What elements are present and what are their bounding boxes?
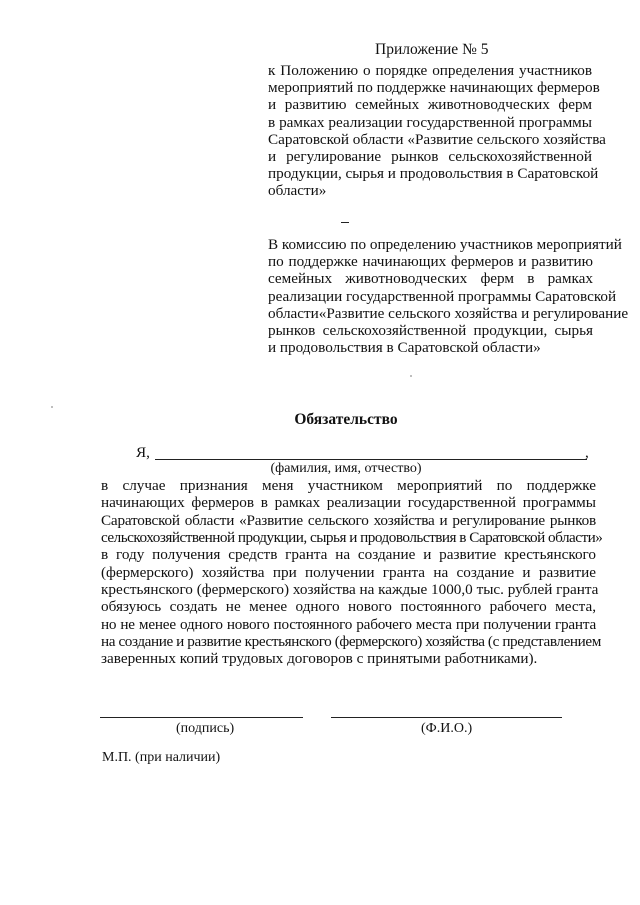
addressee-line: семейных животноводческих ферм в рамках (268, 270, 593, 288)
scan-speck (410, 375, 412, 377)
appendix-line: продукции, сырья и продовольствия в Саратовской (268, 165, 599, 183)
obligation-text (101, 477, 603, 668)
addressee-line: области«Развитие сельского хозяйства и регулирование (268, 304, 629, 322)
addressee-line: В комиссию по определению участников мероприятий (268, 236, 622, 253)
body-line: в случае признания меня участником мероприятий по поддержке (101, 477, 596, 494)
name-underline (155, 459, 587, 460)
body-line: Саратовской области «Развитие сельского хозяйства и регулирование рынков (101, 511, 596, 529)
body-line: обязуюсь создать не менее одного нового постоянного рабочего места, (101, 598, 596, 616)
body-line: (фермерского) хозяйства при получении гранта на создание и развитие (101, 563, 596, 581)
addressee-line: реализации государственной программы Саратовской (268, 287, 617, 305)
appendix-title: Приложение № 5 (375, 41, 489, 58)
signature-line (100, 717, 303, 718)
fullname-line (331, 717, 562, 718)
appendix-line: и регулирование рынков сельскохозяйственной (268, 148, 592, 166)
stamp-label: М.П. (при наличии) (102, 750, 221, 765)
body-line: сельскохозяйственной продукции, сырья и продовольствия в Саратовской области» (101, 529, 603, 547)
document-heading: Обязательство (294, 411, 398, 428)
appendix-line: Саратовской области «Развитие сельского хозяйства (268, 130, 606, 148)
appendix-line: области» (268, 182, 327, 200)
signature-caption: (подпись) (176, 721, 235, 736)
name-suffix: , (585, 444, 589, 461)
addressee-line: рынков сельскохозяйственной продукции, сырья (268, 322, 593, 340)
body-line: заверенных копий трудовых договоров с принятыми работниками). (101, 650, 538, 668)
name-caption: (фамилия, имя, отчество) (270, 461, 422, 476)
body-line: крестьянского (фермерского) хозяйства на каждые 1000,0 тыс. рублей гранта (101, 581, 599, 599)
appendix-line: к Положению о порядке определения участников (268, 62, 592, 79)
name-prefix: Я, (136, 444, 150, 461)
addressee-line: по поддержке начинающих фермеров и развитию (268, 253, 593, 271)
scan-speck (51, 406, 53, 408)
body-line: на создание и развитие крестьянского (фермерского) хозяйства (с представлением (101, 633, 601, 651)
body-line: начинающих фермеров в рамках реализации государственной программы (101, 494, 596, 512)
separator-mark (341, 222, 349, 223)
body-line: в году получения средств гранта на создание и развитие крестьянского (101, 546, 596, 564)
addressee-line: и продовольствия в Саратовской области» (268, 339, 541, 357)
body-line: но не менее одного нового постоянного рабочего места при получении гранта (101, 615, 596, 633)
fullname-caption: (Ф.И.О.) (421, 721, 473, 736)
appendix-line: в рамках реализации государственной программы (268, 113, 592, 131)
appendix-line: мероприятий по поддержке начинающих фермеров (268, 79, 600, 97)
addressee-text (268, 236, 629, 357)
appendix-line: и развитию семейных животноводческих ферм (268, 96, 592, 114)
appendix-text (268, 62, 606, 200)
